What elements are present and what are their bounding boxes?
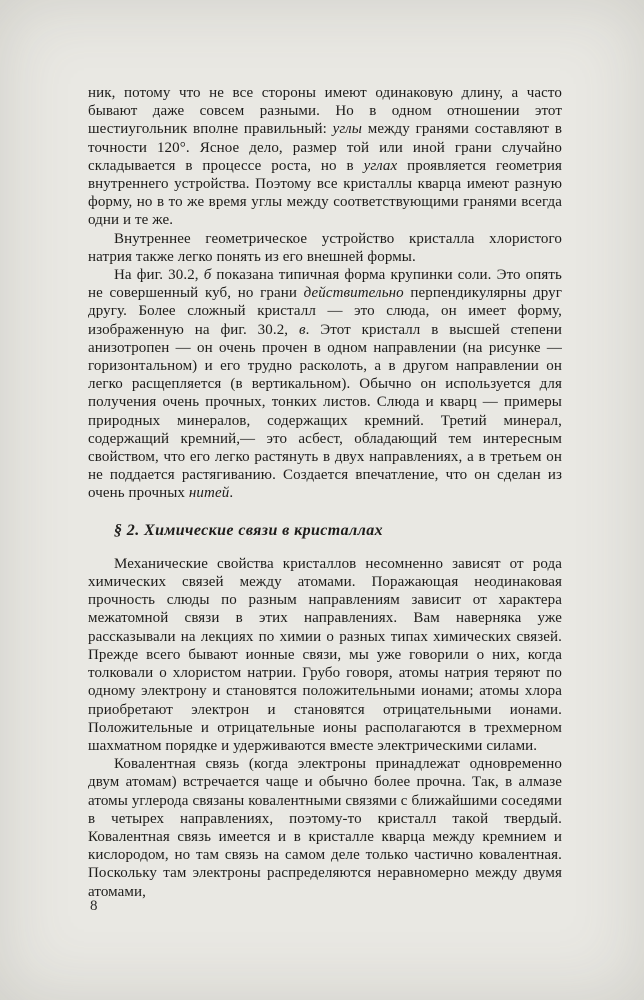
body-text: между гранями составляют в точности 120°. Ясное дело, размер той или иной грани случайно складывается в процессе роста, но в xyxy=(88,121,563,174)
paragraph xyxy=(88,755,562,901)
body-text: . Этот кристалл в высшей степени анизотропен — он очень прочен в одном направлении (на рисунке — горизонтальном) и его трудно расколоть, а в другом направлении он легко расщепляется (в вертикальном). Обычно он используется для получения очень прочных, тонких листов. Слюда и кварц — примеры природных минералов, содержащих кремний. Третий минерал, содержащий кремний,— это асбест, обладающий тем интересным свойством, что его легко растянуть в двух направлениях, а в третьем он не поддается растягиванию. Создается впечатление, что он сделан из очень прочных xyxy=(88,321,562,502)
paragraph xyxy=(88,266,562,503)
body-text: Механические свойства кристаллов несомненно зависят от рода химических связей между атомами. Поражающая неодинаковая прочность слюды по разным направлениям зависит от характера межатомной связи в этих направлениях. Вам наверняка уже рассказывали на лекциях по химии о разных типах химических связей. Прежде всего бывают ионные связи, мы уже говорили о них, когда толковали о хлористом натрии. Грубо говоря, атомы натрия теряют по одному электрону и становятся положительными ионами; атомы хлора приобретают электрон и становятся отрицательными ионами. Положительные и отрицательные ионы располагаются в трехмерном шахматном порядке и удерживаются вместе электрическими силами. xyxy=(88,555,562,754)
paragraph xyxy=(88,230,562,266)
emphasized-text: нитей xyxy=(188,485,230,502)
paragraph xyxy=(88,555,562,755)
emphasized-text: углы xyxy=(332,121,363,138)
page-number: 8 xyxy=(90,898,98,914)
body-text: ник, потому что не все стороны имеют одинаковую длину, а часто бывают даже совсем разными. Но в одном отношении этот шестиугольник вполне правильный: xyxy=(88,85,562,138)
section-heading: § 2. Химические связи в кристаллах xyxy=(114,521,384,539)
emphasized-text: углах xyxy=(363,157,398,174)
body-text: показана типичная форма крупинки соли. Это опять не совершенный куб, но грани xyxy=(88,267,562,302)
emphasized-text: б xyxy=(203,267,212,284)
body-text: Внутреннее геометрическое устройство кристалла хлористого натрия также легко понять из его внешней формы. xyxy=(88,230,562,265)
text-column xyxy=(88,84,562,901)
body-text: На фиг. 30.2, xyxy=(114,267,204,284)
body-text: . xyxy=(229,485,234,502)
emphasized-text: в xyxy=(298,321,306,338)
paragraph xyxy=(88,84,562,230)
body-text: Ковалентная связь (когда электроны принадлежат одновременно двум атомам) встречается чаще и обычно более прочна. Так, в алмазе атомы углерода связаны ковалентными связями с ближайшими соседями в четырех направлениях, поэтому-то кристалл такой твердый. Ковалентная связь имеется и в кристалле кварца между кремнием и кислородом, но там связь на самом деле только частично ковалентная. Поскольку там электроны распределяются неравномерно между двумя атомами, xyxy=(88,756,562,900)
emphasized-text: действительно xyxy=(303,285,404,302)
body-text: проявляется геометрия внутреннего устройства. Поэтому все кристаллы кварца имеют разную форму, но в то же время углы между соответствующими гранями всегда одни и те же. xyxy=(88,157,562,229)
body-text: перпендикулярны друг другу. Более сложный кристалл — это слюда, он имеет форму, изображенную на фиг. 30.2, xyxy=(88,285,562,338)
